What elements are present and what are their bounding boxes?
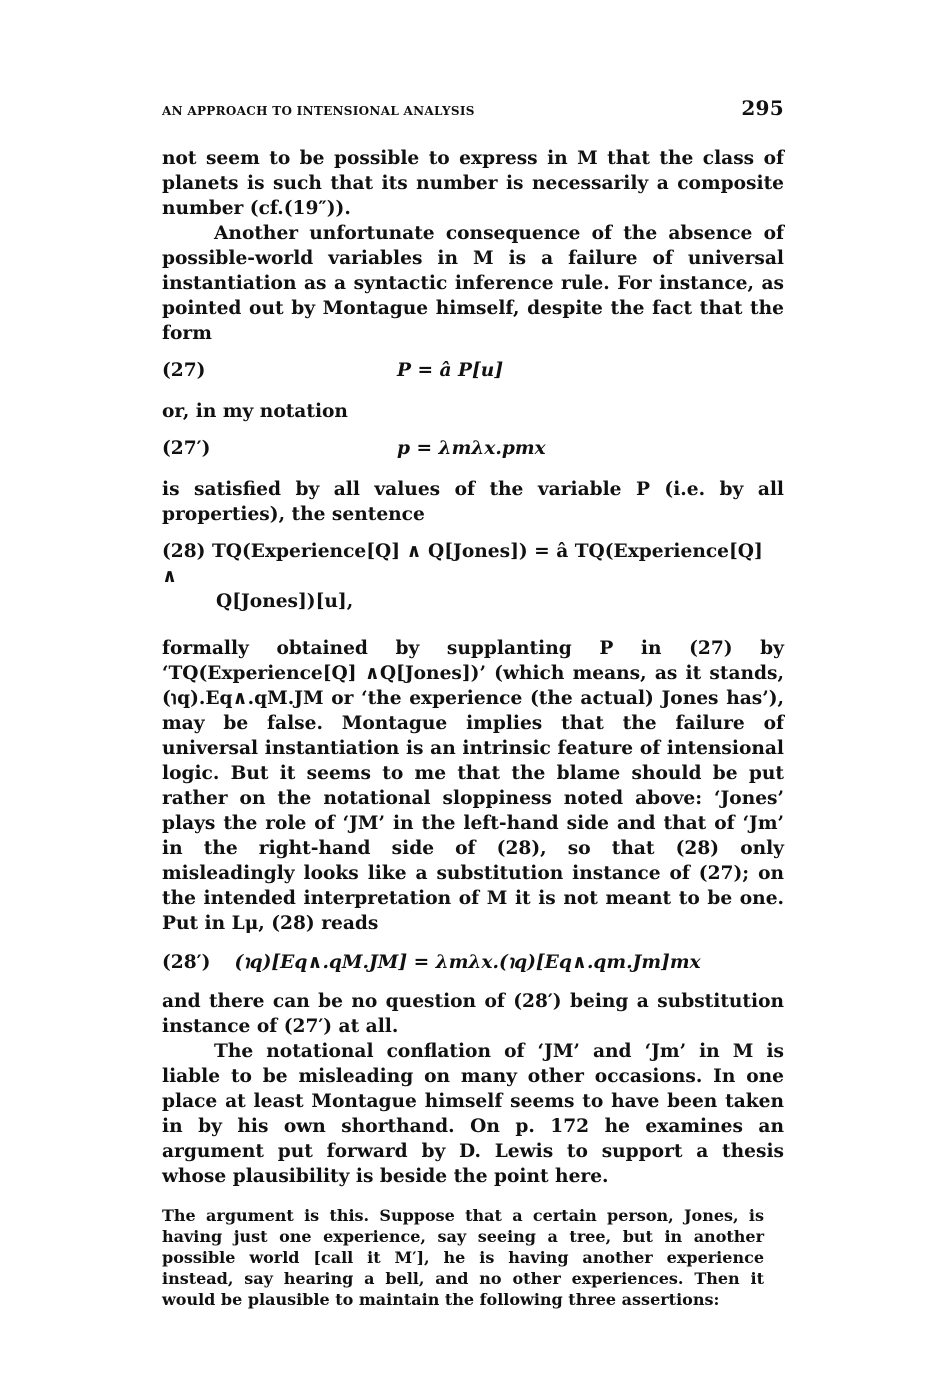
equation-27-prime bbox=[162, 438, 784, 463]
paragraph-2: Another unfortunate consequence of the absence of possible-world variables in M is a failure of universal instantiation as a syntactic inference rule. For instance, as pointed out by Montague himself, despite the fact that the form bbox=[162, 223, 784, 344]
equation-28-prime-number: (28′) bbox=[162, 952, 211, 973]
equation-27-prime-formula: p = λmλx.pmx bbox=[397, 438, 546, 459]
paragraph-4: is satisfied by all values of the variable P (i.e. by all properties), the sentence bbox=[162, 479, 784, 525]
page-number: 295 bbox=[741, 96, 784, 120]
equation-27-prime-number: (27′) bbox=[162, 438, 211, 459]
equation-28 bbox=[162, 539, 784, 614]
block-quote: The argument is this. Suppose that a certain person, Jones, is having just one experience, say seeing a tree, but in another possible world [call it M′], he is having another experience instead, say hearing a bell, and no other experiences. Then it would be plausible to maintain the following three assertions: bbox=[162, 1206, 764, 1309]
equation-27-number: (27) bbox=[162, 360, 206, 381]
equation-28-line-2: Q[Jones])[u], bbox=[216, 591, 354, 612]
running-head-title: AN APPROACH TO INTENSIONAL ANALYSIS bbox=[162, 104, 475, 118]
paragraph-6: and there can be no question of (28′) being a substitution instance of (27′) at all. bbox=[162, 991, 784, 1037]
paragraph-3: or, in my notation bbox=[162, 401, 348, 422]
paragraph-5: formally obtained by supplanting P in (27) by ‘TQ(Experience[Q] ∧Q[Jones])’ (which means, as it stands, (℩q).Eq∧.qM.JM or ‘the experience (the actual) Jones has’), may be false. Montague implies that the failure of universal instantiation is an intrinsic feature of intensional logic. But it seems to me that the blame should be put rather on the notational sloppiness noted above: ‘Jones’ plays the role of ‘JM’ in the left-hand side and that of ‘Jm’ in the right-hand side of (28), so that (28) only misleadingly looks like a substitution instance of (27); on the intended interpretation of M it is not meant to be one. Put in Lμ, (28) reads bbox=[162, 638, 784, 934]
equation-28-prime-formula: (℩q)[Eq∧.qM.JM] = λmλx.(℩q)[Eq∧.qm.Jm]mx bbox=[234, 952, 701, 973]
page bbox=[162, 96, 784, 1310]
equation-27 bbox=[162, 360, 784, 385]
running-head bbox=[162, 96, 784, 120]
equation-28-prime bbox=[162, 952, 784, 973]
equation-27-formula: P = â P[u] bbox=[397, 360, 504, 381]
paragraph-7: The notational conflation of ‘JM’ and ‘Jm’ in M is liable to be misleading on many other occasions. In one place at least Montague himself seems to have been taken in by his own shorthand. On p. 172 he examines an argument put forward by D. Lewis to support a thesis whose plausibility is beside the point here. bbox=[162, 1041, 784, 1187]
equation-28-line-1: (28) TQ(Experience[Q] ∧ Q[Jones]) = â TQ(Experience[Q] ∧ bbox=[162, 541, 763, 587]
paragraph-1: not seem to be possible to express in M that the class of planets is such that its number is necessarily a composite number (cf.(19″)). bbox=[162, 148, 784, 219]
